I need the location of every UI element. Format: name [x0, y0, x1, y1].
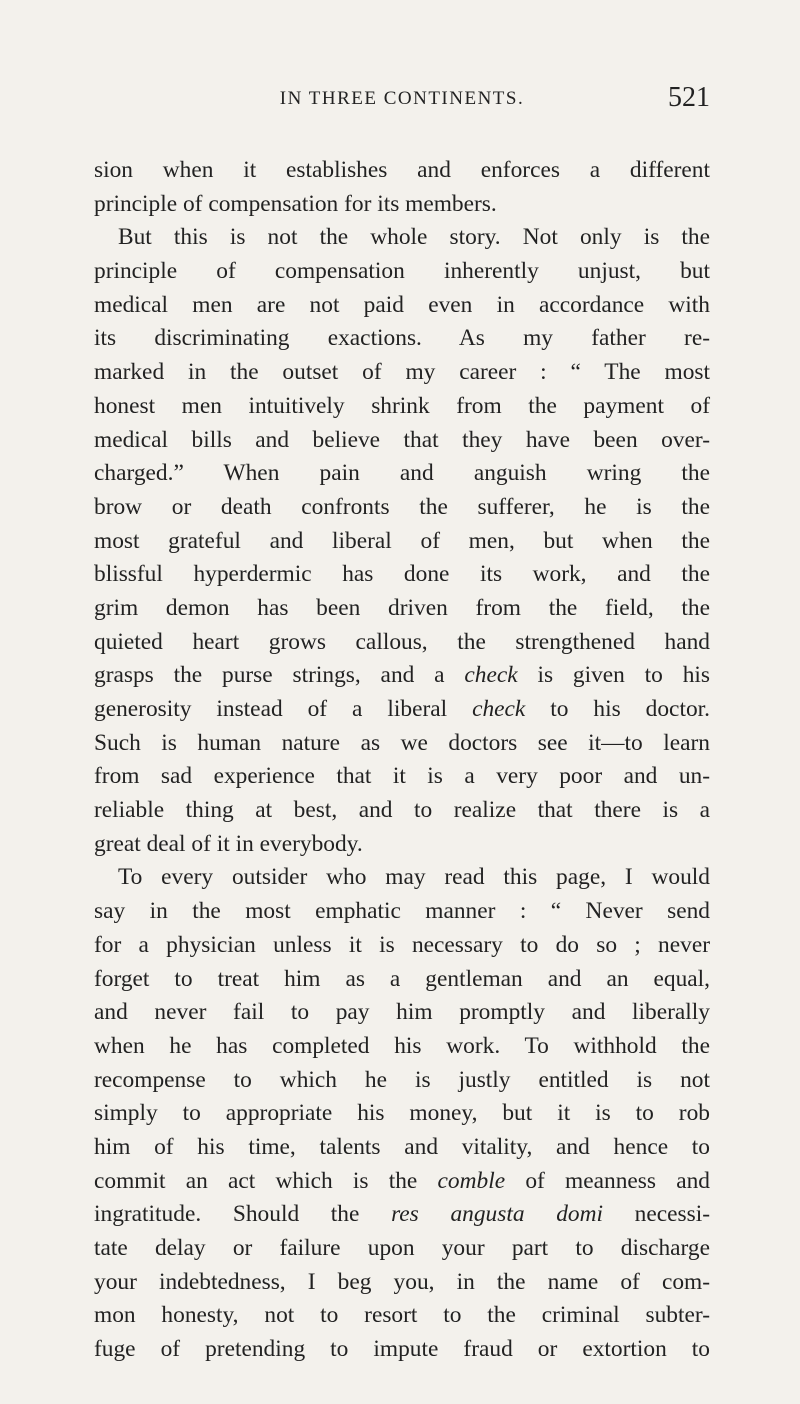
italic-phrase: comble [437, 1167, 506, 1194]
text-line [94, 1266, 710, 1300]
text-line [94, 929, 710, 963]
text-run: him of his time, talents and vitality, and hence to [94, 1133, 710, 1160]
text-line [94, 1232, 710, 1266]
text-run: recompense to which he is justly entitled is not [94, 1066, 710, 1093]
text-run: from sad experience that it is a very poor and un- [94, 763, 710, 790]
text-run: medical men are not paid even in accordance with [94, 291, 710, 318]
text-line [94, 1064, 710, 1098]
text-line [94, 1333, 710, 1367]
text-run: commit an act which is the [94, 1167, 438, 1194]
text-run: reliable thing at best, and to realize that there is a [94, 797, 710, 824]
text-line [94, 1299, 710, 1333]
text-run: Such is human nature as we doctors see it—to learn [94, 729, 710, 756]
text-run: charged.” When pain and anguish wring the [94, 460, 710, 487]
text-run: honest men intuitively shrink from the payment of [94, 392, 710, 419]
text-run: for a physician unless it is necessary to do so ; never [94, 931, 710, 958]
text-line [94, 356, 710, 390]
text-run: generosity instead of a liberal [94, 696, 473, 722]
text-run: medical bills and believe that they have been over- [94, 426, 710, 453]
text-line [94, 390, 710, 424]
text-run: great deal of it in everybody. [94, 830, 363, 857]
text-line [94, 424, 710, 458]
text-line [94, 963, 710, 997]
text-run: when he has completed his work. To withhold the [94, 1032, 710, 1059]
text-line [94, 558, 710, 592]
text-line [94, 659, 710, 693]
text-run: necessi- [602, 1201, 710, 1228]
text-run: quieted heart grows callous, the strengthened hand [94, 628, 710, 655]
text-run: simply to appropriate his money, but it is to rob [94, 1100, 710, 1127]
text-run: principle of compensation for its members. [94, 190, 497, 217]
text-run: most grateful and liberal of men, but when the [94, 527, 710, 554]
text-line [94, 1030, 710, 1064]
text-line [94, 491, 710, 525]
italic-phrase: check [464, 662, 518, 689]
text-line [94, 794, 710, 828]
text-run: your indebtedness, I beg you, in the name of com- [94, 1268, 710, 1295]
text-run: fuge of pretending to impute fraud or extortion to [94, 1336, 710, 1363]
page-header [94, 82, 710, 122]
text-line [94, 221, 710, 255]
text-line [94, 1165, 710, 1199]
text-run: mon honesty, not to resort to the criminal subter- [94, 1302, 710, 1329]
text-line [94, 322, 710, 356]
text-line [94, 828, 710, 862]
text-line [94, 255, 710, 289]
text-run: its discriminating exactions. As my father re- [94, 325, 710, 352]
text-line [94, 693, 710, 727]
running-title: IN THREE CONTINENTS. [279, 88, 525, 109]
body-text [94, 154, 710, 1367]
text-run: and never fail to pay him promptly and liberally [94, 999, 710, 1026]
text-run: of meanness and [505, 1167, 710, 1194]
text-run: forget to treat him as a gentleman and an equal, [94, 965, 710, 992]
text-line [94, 457, 710, 491]
text-line [94, 592, 710, 626]
text-run: To every outsider who may read this page, I would [118, 864, 710, 891]
text-line [94, 1097, 710, 1131]
text-line [94, 861, 710, 895]
text-run: say in the most emphatic manner : “ Never send [94, 898, 710, 925]
italic-phrase: res angusta domi [391, 1201, 603, 1228]
text-run: grasps the purse strings, and a [94, 662, 465, 689]
text-line [94, 760, 710, 794]
text-line [94, 1131, 710, 1165]
text-run: marked in the outset of my career : “ The most [94, 359, 710, 386]
text-line [94, 895, 710, 929]
text-line [94, 996, 710, 1030]
text-run: principle of compensation inherently unjust, but [94, 258, 710, 285]
text-run: blissful hyperdermic has done its work, and the [94, 561, 710, 588]
italic-phrase: check [472, 696, 526, 722]
text-run: grim demon has been driven from the field, the [94, 594, 710, 621]
text-line [94, 289, 710, 323]
text-run: tate delay or failure upon your part to discharge [94, 1235, 710, 1261]
text-line [94, 1198, 710, 1232]
text-line [94, 525, 710, 559]
text-run: sion when it establishes and enforces a different [94, 157, 710, 183]
text-line [94, 188, 710, 222]
text-line [94, 626, 710, 660]
text-run: ingratitude. Should the [94, 1201, 392, 1228]
text-line [94, 154, 710, 188]
text-run: is given to his [517, 662, 710, 689]
text-run: But this is not the whole story. Not only is the [118, 224, 710, 251]
text-run: brow or death confronts the sufferer, he is the [94, 493, 710, 520]
text-run: to his doctor. [525, 696, 710, 722]
text-line [94, 727, 710, 761]
page-number: 521 [668, 82, 710, 113]
